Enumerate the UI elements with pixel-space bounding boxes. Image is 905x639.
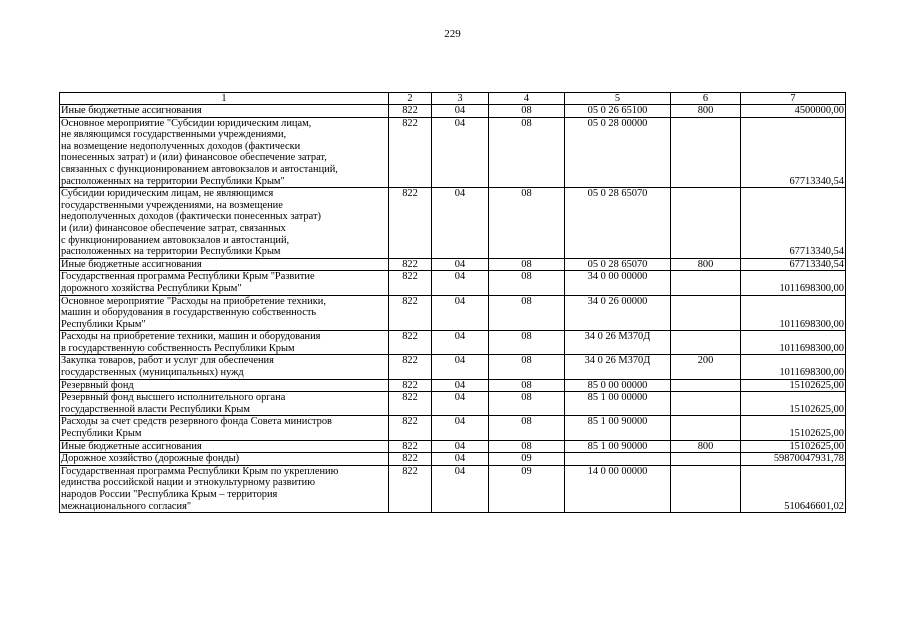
ministry-code-cell: 822: [389, 271, 432, 295]
target-article-cell: 34 0 26 00000: [565, 295, 671, 331]
column-header: 2: [389, 93, 432, 105]
target-article-cell: 05 0 28 65070: [565, 188, 671, 259]
section-code-cell: 04: [432, 105, 489, 118]
subsection-code-cell: 08: [489, 105, 565, 118]
section-code-cell: 04: [432, 392, 489, 416]
section-code-cell: 04: [432, 331, 489, 355]
column-header: 1: [60, 93, 389, 105]
table-header-row: [60, 93, 846, 105]
expense-type-cell: 200: [671, 355, 741, 379]
ministry-code-cell: 822: [389, 258, 432, 271]
table-row: [60, 379, 846, 392]
item-name-cell: Основное мероприятие "Расходы на приобретение техники, машин и оборудования в государственную собственность Республики Крым": [60, 295, 389, 331]
target-article-cell: 14 0 00 00000: [565, 465, 671, 512]
table-row: [60, 392, 846, 416]
target-article-cell: 34 0 26 М370Д: [565, 355, 671, 379]
item-name-cell: Иные бюджетные ассигнования: [60, 258, 389, 271]
item-name-cell: Резервный фонд: [60, 379, 389, 392]
amount-cell: 67713340,54: [741, 188, 846, 259]
table-row: [60, 440, 846, 453]
target-article-cell: 85 1 00 00000: [565, 392, 671, 416]
target-article-cell: [565, 453, 671, 466]
expense-type-cell: [671, 392, 741, 416]
section-code-cell: 04: [432, 416, 489, 440]
section-code-cell: 04: [432, 271, 489, 295]
section-code-cell: 04: [432, 453, 489, 466]
ministry-code-cell: 822: [389, 355, 432, 379]
amount-cell: 67713340,54: [741, 117, 846, 188]
subsection-code-cell: 08: [489, 440, 565, 453]
column-header: 6: [671, 93, 741, 105]
amount-cell: 4500000,00: [741, 105, 846, 118]
amount-cell: 15102625,00: [741, 440, 846, 453]
expense-type-cell: [671, 331, 741, 355]
expense-type-cell: [671, 416, 741, 440]
target-article-cell: 05 0 28 00000: [565, 117, 671, 188]
item-name-cell: Резервный фонд высшего исполнительного органа государственной власти Республики Крым: [60, 392, 389, 416]
section-code-cell: 04: [432, 258, 489, 271]
table-row: [60, 355, 846, 379]
subsection-code-cell: 08: [489, 295, 565, 331]
column-header: 7: [741, 93, 846, 105]
table-row: [60, 271, 846, 295]
table-row: [60, 331, 846, 355]
subsection-code-cell: 08: [489, 416, 565, 440]
amount-cell: 15102625,00: [741, 416, 846, 440]
table-row: [60, 117, 846, 188]
table-row: [60, 416, 846, 440]
target-article-cell: 05 0 28 65070: [565, 258, 671, 271]
expense-type-cell: [671, 295, 741, 331]
section-code-cell: 04: [432, 355, 489, 379]
subsection-code-cell: 09: [489, 465, 565, 512]
column-header: 4: [489, 93, 565, 105]
subsection-code-cell: 08: [489, 392, 565, 416]
section-code-cell: 04: [432, 379, 489, 392]
amount-cell: 1011698300,00: [741, 295, 846, 331]
section-code-cell: 04: [432, 440, 489, 453]
amount-cell: 15102625,00: [741, 379, 846, 392]
ministry-code-cell: 822: [389, 416, 432, 440]
item-name-cell: Иные бюджетные ассигнования: [60, 440, 389, 453]
ministry-code-cell: 822: [389, 331, 432, 355]
amount-cell: 1011698300,00: [741, 271, 846, 295]
expense-type-cell: 800: [671, 440, 741, 453]
subsection-code-cell: 08: [489, 271, 565, 295]
table-row: [60, 453, 846, 466]
table-row: [60, 188, 846, 259]
target-article-cell: 85 0 00 00000: [565, 379, 671, 392]
item-name-cell: Закупка товаров, работ и услуг для обеспечения государственных (муниципальных) нужд: [60, 355, 389, 379]
section-code-cell: 04: [432, 188, 489, 259]
ministry-code-cell: 822: [389, 392, 432, 416]
amount-cell: 1011698300,00: [741, 355, 846, 379]
budget-table: [59, 92, 846, 513]
expense-type-cell: [671, 465, 741, 512]
expense-type-cell: [671, 453, 741, 466]
ministry-code-cell: 822: [389, 465, 432, 512]
expense-type-cell: [671, 379, 741, 392]
ministry-code-cell: 822: [389, 379, 432, 392]
table-row: [60, 465, 846, 512]
target-article-cell: 85 1 00 90000: [565, 416, 671, 440]
column-header: 3: [432, 93, 489, 105]
amount-cell: 59870047931,78: [741, 453, 846, 466]
subsection-code-cell: 09: [489, 453, 565, 466]
ministry-code-cell: 822: [389, 105, 432, 118]
amount-cell: 510646601,02: [741, 465, 846, 512]
section-code-cell: 04: [432, 295, 489, 331]
item-name-cell: Дорожное хозяйство (дорожные фонды): [60, 453, 389, 466]
expense-type-cell: [671, 188, 741, 259]
item-name-cell: Расходы на приобретение техники, машин и оборудования в государственную собственность Республики Крым: [60, 331, 389, 355]
amount-cell: 1011698300,00: [741, 331, 846, 355]
subsection-code-cell: 08: [489, 355, 565, 379]
table-row: [60, 105, 846, 118]
item-name-cell: Государственная программа Республики Крым "Развитие дорожного хозяйства Республики Крым": [60, 271, 389, 295]
amount-cell: 15102625,00: [741, 392, 846, 416]
item-name-cell: Основное мероприятие "Субсидии юридическим лицам, не являющимся государственными учреждениями, на возмещение недополученных доходов (фактически понесенных затрат) и (или) финансовое обеспечение затрат, связанных с функционированием автовокзалов и автостанций, расположенных на территории Республики Крым": [60, 117, 389, 188]
target-article-cell: 34 0 26 М370Д: [565, 331, 671, 355]
ministry-code-cell: 822: [389, 188, 432, 259]
expense-type-cell: 800: [671, 258, 741, 271]
item-name-cell: Расходы за счет средств резервного фонда Совета министров Республики Крым: [60, 416, 389, 440]
amount-cell: 67713340,54: [741, 258, 846, 271]
page-number: 229: [444, 28, 461, 40]
ministry-code-cell: 822: [389, 453, 432, 466]
item-name-cell: Государственная программа Республики Крым по укреплению единства российской нации и этнокультурному развитию народов России "Республика Крым – территория межнационального согласия": [60, 465, 389, 512]
subsection-code-cell: 08: [489, 331, 565, 355]
expense-type-cell: 800: [671, 105, 741, 118]
subsection-code-cell: 08: [489, 188, 565, 259]
ministry-code-cell: 822: [389, 440, 432, 453]
column-header: 5: [565, 93, 671, 105]
target-article-cell: 05 0 26 65100: [565, 105, 671, 118]
subsection-code-cell: 08: [489, 117, 565, 188]
section-code-cell: 04: [432, 465, 489, 512]
expense-type-cell: [671, 117, 741, 188]
table-row: [60, 258, 846, 271]
subsection-code-cell: 08: [489, 379, 565, 392]
table-row: [60, 295, 846, 331]
item-name-cell: Субсидии юридическим лицам, не являющимся государственными учреждениями, на возмещение недополученных доходов (фактически понесенных затрат) и (или) финансовое обеспечение затрат, связанных с функционированием автовокзалов и автостанций, расположенных на территории Республики Крым: [60, 188, 389, 259]
expense-type-cell: [671, 271, 741, 295]
item-name-cell: Иные бюджетные ассигнования: [60, 105, 389, 118]
section-code-cell: 04: [432, 117, 489, 188]
target-article-cell: 34 0 00 00000: [565, 271, 671, 295]
subsection-code-cell: 08: [489, 258, 565, 271]
ministry-code-cell: 822: [389, 295, 432, 331]
ministry-code-cell: 822: [389, 117, 432, 188]
target-article-cell: 85 1 00 90000: [565, 440, 671, 453]
